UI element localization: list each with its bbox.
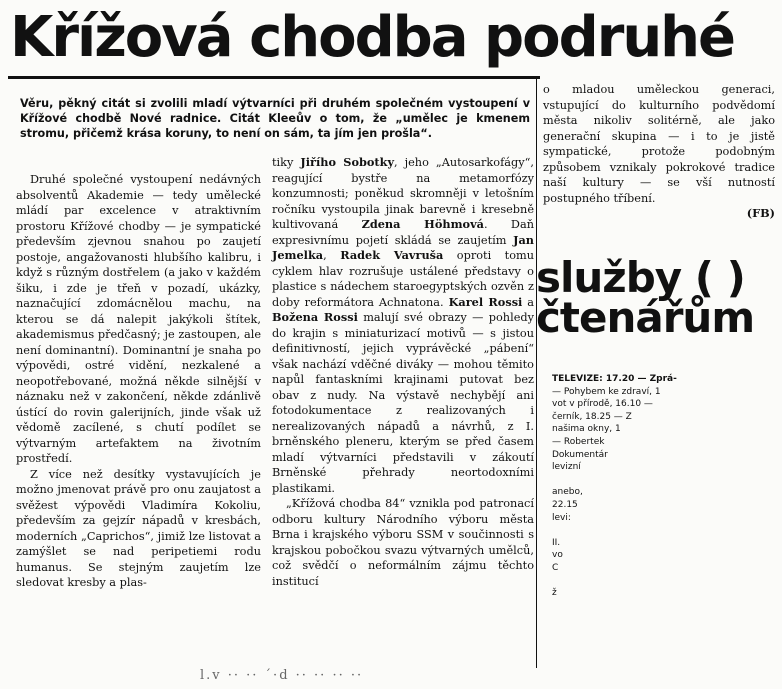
bottom-cut-text: l.v ·· ·· ˊ·d ·· ·· ·· ·· — [200, 668, 364, 683]
tv-line: vo — [552, 550, 563, 561]
artist-name: Zdena Höhmová — [361, 217, 484, 231]
section-title-line: služby ( ) — [536, 253, 745, 302]
artist-name: Božena Rossi — [272, 310, 358, 324]
text-run: oproti tomu cyklem hlav rozrušuje ustálené představy o plastice s nádechem staroegyptských ozvěn z doby reformátora Achnatona. — [272, 249, 534, 309]
paragraph: „Křížová chodba 84“ vznikla pod patronací odboru kultury Národního výboru města Brna i krajského výboru SSM v součinnosti s krajskou pobočkou svazu výtvarných umělců, což svědčí o neformálním zájmu těchto institucí — [272, 497, 534, 588]
article-column-1 — [16, 172, 261, 591]
paragraph: o mladou uměleckou generaci, vstupující do kulturního podvědomí města nikoliv solitérně, ale jako generační skupina — i to je jistě sympatické, protože podobným způsobem vznikaly pokrokové tradice naší kultury — se vší nutností postupného tříbení. — [543, 83, 775, 205]
text-run: a — [522, 295, 535, 309]
text-run: . Daň expresivnímu pojetí skládá se zaujetím — [272, 218, 534, 247]
tv-line: levizní — [552, 462, 581, 473]
tv-line: TELEVIZE: 17.20 — Zprá- — [552, 374, 677, 384]
paragraph: Z více než desítky vystavujících je možno jmenovat právě pro onu zaujatost a svěžest výpovědi Vladimíra Kokoliu, především za gejzír nápadů v kresbách, moderních „Caprichos“, jimiž lze listovat a zamýšlet se nad peripetiemi rodu humanus. Se stejným zaujetím lze sledovat kresby a plas- — [16, 467, 261, 589]
text-run: malují své obrazy — pohledy do krajin s miniaturizací motivů — s jistou definitivností, jejich vyprávěcké „pábení“ však nachází vděčné diváky — mohou těmito napůl fantaskními krajinami putovat bez obav z nudy. Na výstavě nechybějí ani fotodokumentace z realizovaných i nerealizovaných nápadů a návrhů, z I. brněnského pleneru, kterým se před časem mladí výtvarníci představili v zákoutí Brněnské přehrady neortodoxními plastikami. — [272, 311, 534, 495]
article-column-3 — [543, 82, 775, 222]
headline: Křížová chodba podruhé — [10, 5, 735, 70]
tv-line: Dokumentár — [552, 449, 608, 460]
tv-line — [552, 575, 777, 588]
text-run: tiky — [272, 156, 301, 169]
tv-line: anebo, — [552, 487, 583, 498]
artist-name: Jan Jemelka — [272, 232, 534, 262]
tv-line: ž — [552, 588, 557, 599]
tv-listing — [552, 373, 777, 600]
tv-line: vot v přírodě, 16.10 — — [552, 399, 653, 410]
tv-line: II. — [552, 537, 561, 548]
paragraph: Druhé společné vystoupení nedávných absolventů Akademie — tedy umělecké mládí par excelence v atraktivním prostoru Křížové chodby — je sympatické především zjevnou snahou po zaujetí postoje, angažovanosti hlubšího kalibru, i když s různým dostřelem (a jako v každém šiku, i zde je třeň v pozadí, ukázky, naznačující zdomácnělou machu, na kterou se dá nalepit jakýkoli štítek, akademismus předčasný; je zastoupen, ale není dominantní). Dominantní je snaha po výpovědi, ostré vidění, nezkalené a neopotřebované, možná někde silnější v náznaku než v zakončení, někde zdánlivě ústící do rovin galerijních, jinde však už vědomě zacílené, s chutí podílet se výtvarným artefaktem na životním prostředí. — [16, 173, 261, 465]
paragraph — [272, 155, 534, 496]
tv-line: černík, 18.25 — Z — [552, 411, 632, 422]
tv-line: C — [552, 562, 559, 573]
author-signature: (FB) — [746, 206, 775, 220]
artist-name: Karel Rossi — [448, 294, 523, 309]
headline-rule — [8, 76, 540, 79]
lead-paragraph: Věru, pěkný citát si zvolili mladí výtvarníci při druhém společném vystoupení v Křížové chodbě Nové radnice. Citát Kleeův o tom, že „umělec je kmenem stromu, přičemž krása koruny, to není on sám, ta jím jen prošla“. — [20, 97, 530, 140]
artist-name: Jiřího Sobotky — [300, 155, 395, 169]
article-column-2 — [272, 155, 534, 589]
tv-line — [552, 474, 777, 487]
artist-name: Radek Vavruša — [340, 248, 444, 262]
tv-line: — Pohybem ke zdraví, 1 — [552, 386, 661, 397]
tv-line: levi: — [552, 512, 571, 523]
column-rule-right — [536, 78, 537, 668]
section-title — [536, 253, 755, 342]
tv-line: 22.15 — [552, 499, 578, 510]
tv-line: našima okny, 1 — [552, 424, 621, 435]
tv-line — [552, 524, 777, 537]
text-run: , jeho „Autosarkofágy“, reagující bystře na metamorfózy konzumnosti; poněkud skromněji v letošním ročníku vystoupila jinak barevně i kresebně kultivovaná — [272, 156, 534, 231]
text-run: , — [323, 249, 341, 262]
tv-line: — Robertek — [552, 436, 605, 447]
section-title-line: čtenářům — [536, 293, 755, 342]
